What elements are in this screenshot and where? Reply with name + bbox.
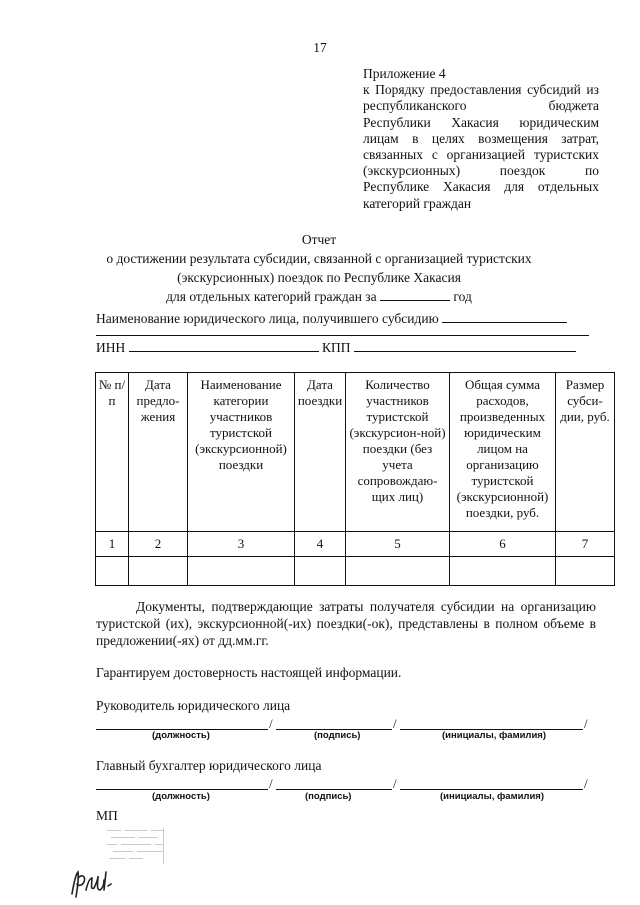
head-signature-line [96, 714, 592, 730]
org-name-blank-line [96, 334, 589, 336]
separator: / [393, 716, 397, 732]
caption-initials: (инициалы, фамилия) [442, 730, 547, 741]
annex-line: категорий граждан [363, 195, 472, 211]
table-header-cell: Размер субси-дии, руб. [556, 373, 615, 532]
report-title: Отчет [301, 232, 337, 247]
position-blank [96, 788, 268, 790]
caption-position: (должность) [152, 791, 210, 802]
org-name-blank [442, 310, 567, 323]
annex-line: связанных с организацией туристских [363, 146, 599, 162]
org-name-label: Наименование юридического лица, получившего субсидию [96, 311, 439, 326]
page-number: 17 [313, 40, 327, 55]
caption-signature: (подпись) [314, 730, 361, 741]
separator: / [584, 776, 588, 792]
table-number-cell: 2 [129, 532, 188, 557]
table-header-cell: Дата поездки [295, 373, 346, 532]
table-cell [556, 557, 615, 586]
table-header-cell: Общая сумма расходов, произведенных юридическим лицом на организацию туристской (экскурсионной) поездки, руб. [450, 373, 556, 532]
separator: / [269, 776, 273, 792]
stamp-place-label: МП [96, 808, 118, 823]
table-number-row [96, 532, 615, 557]
annex-line: Республике Хакасия для отдельных [363, 179, 599, 195]
table-cell [295, 557, 346, 586]
table-header-cell: Наименование категории участников туристской (экскурсионной) поездки [188, 373, 295, 532]
inn-label: ИНН [96, 340, 126, 355]
annex-line: Приложение 4 [363, 66, 446, 81]
caption-initials: (инициалы, фамилия) [440, 791, 545, 802]
table-cell [96, 557, 129, 586]
caption-signature: (подпись) [305, 791, 352, 802]
table-row [96, 557, 615, 586]
report-table [95, 372, 615, 586]
report-subtitle: (экскурсионных) поездок по Республике Хакасия [177, 270, 461, 285]
inn-blank [129, 339, 319, 352]
table-number-cell: 4 [295, 532, 346, 557]
annex-line: республиканского бюджета [363, 98, 599, 114]
annex-header [363, 66, 599, 212]
signature-blank [276, 788, 392, 790]
table-cell [188, 557, 295, 586]
table-header-cell: № п/п [96, 373, 129, 532]
kpp-label: КПП [322, 340, 351, 355]
report-period-post: год [453, 289, 472, 304]
report-subtitle: о достижении результата субсидии, связанной с организацией туристских [106, 251, 532, 266]
table-header-cell: Дата предло-жения [129, 373, 188, 532]
separator: / [393, 776, 397, 792]
annex-line: Республики Хакасия юридическим [363, 114, 599, 130]
annex-line: к Порядку предоставления субсидий из [363, 82, 599, 98]
inn-kpp-row [96, 339, 596, 356]
kpp-blank [354, 339, 576, 352]
separator: / [269, 716, 273, 732]
annex-line: (экскурсионных) поездок по [363, 163, 599, 179]
initials-blank [400, 788, 583, 790]
report-heading [60, 230, 578, 306]
caption-position: (должность) [152, 730, 210, 741]
separator: / [584, 716, 588, 732]
table-header-row [96, 373, 615, 532]
guarantee-statement: Гарантируем достоверность настоящей информации. [96, 665, 402, 680]
table-number-cell: 1 [96, 532, 129, 557]
table-number-cell: 6 [450, 532, 556, 557]
table-cell [346, 557, 450, 586]
documents-paragraph: Документы, подтверждающие затраты получателя субсидии на организацию туристской (их), экскурсионной(-их) поездки(-ок), представлены в полном объеме в предложении(-ях) от дд.мм.гг. [96, 599, 596, 648]
accountant-title: Главный бухгалтер юридического лица [96, 758, 322, 773]
head-title: Руководитель юридического лица [96, 698, 291, 713]
faint-stamp-graphic [105, 826, 167, 868]
handwritten-initials-graphic [68, 864, 118, 900]
org-name-row [96, 310, 596, 327]
annex-line: лицам в целях возмещения затрат, [363, 130, 599, 146]
report-period-pre: для отдельных категорий граждан за [166, 289, 377, 304]
table-header-cell: Количество участников туристской (экскурсион-ной) поездки (без учета сопровождаю-щих лиц) [346, 373, 450, 532]
table-cell [450, 557, 556, 586]
table-cell [129, 557, 188, 586]
year-blank [380, 288, 450, 301]
table-number-cell: 5 [346, 532, 450, 557]
table-number-cell: 3 [188, 532, 295, 557]
table-number-cell: 7 [556, 532, 615, 557]
accountant-signature-line [96, 774, 592, 790]
report-period-line [60, 287, 578, 306]
